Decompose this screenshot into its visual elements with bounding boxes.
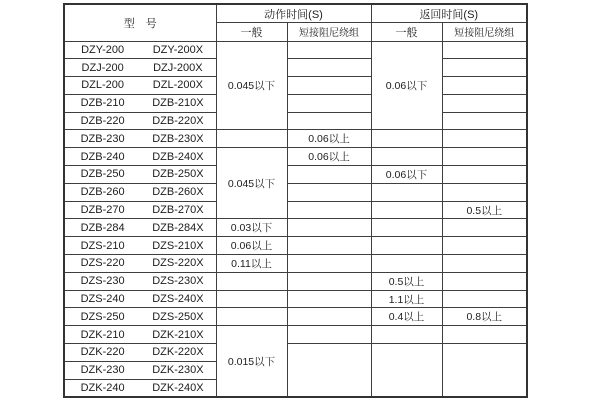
model-cell — [64, 59, 216, 77]
model-name-primary: DZJ-200 — [81, 61, 124, 74]
model-cell — [64, 219, 216, 237]
model-pair — [65, 293, 216, 305]
table-row — [64, 112, 527, 130]
model-name-primary: DZS-220 — [80, 257, 125, 270]
model-name-variant: DZK-220X — [152, 346, 204, 359]
value-cell-return-damping — [442, 166, 527, 184]
value-cell-action-general: 0.045以下 — [216, 148, 287, 219]
model-name-primary: DZB-240 — [80, 150, 125, 163]
table-row — [64, 148, 527, 166]
table-row — [64, 130, 527, 148]
value-cell-return-damping — [442, 326, 527, 344]
value-cell-return-damping: 0.5以上 — [442, 201, 527, 219]
model-name-primary: DZS-250 — [80, 310, 125, 323]
value-cell-return-general: 0.5以上 — [371, 272, 442, 290]
value-cell-action-damping: 0.06以上 — [287, 130, 371, 148]
value-cell-return-damping: 0.8以上 — [442, 308, 527, 326]
model-name-primary: DZY-200 — [81, 43, 125, 56]
model-name-variant: DZK-230X — [152, 364, 204, 377]
value-cell-return-damping — [442, 112, 527, 130]
header-return-time: 返回时间(S) — [371, 4, 527, 23]
model-name-variant: DZB-230X — [152, 132, 204, 145]
model-name-variant: DZY-200X — [152, 43, 204, 56]
value-cell-return-general: 0.06以下 — [371, 166, 442, 184]
value-cell-return-damping — [442, 77, 527, 95]
value-cell-return-general — [371, 255, 442, 273]
table-row — [64, 59, 527, 77]
model-pair — [65, 115, 216, 127]
value-cell-return-damping — [442, 59, 527, 77]
table-row — [64, 272, 527, 290]
value-cell-action-damping — [287, 326, 371, 344]
value-cell-return-damping — [442, 344, 527, 397]
model-cell — [64, 94, 216, 112]
model-name-primary: DZB-230 — [80, 132, 125, 145]
model-cell — [64, 361, 216, 379]
model-pair — [65, 346, 216, 358]
value-cell-action-damping — [287, 219, 371, 237]
model-cell — [64, 237, 216, 255]
value-cell-return-general — [371, 148, 442, 166]
model-name-primary: DZB-220 — [80, 115, 125, 128]
model-name-variant: DZB-240X — [152, 150, 204, 163]
value-cell-return-general: 1.1以上 — [371, 290, 442, 308]
model-pair — [65, 97, 216, 109]
value-cell-action-damping — [287, 59, 371, 77]
model-pair — [65, 240, 216, 252]
model-name-variant: DZB-284X — [152, 221, 204, 234]
header-row-top — [64, 4, 527, 23]
model-name-primary: DZB-284 — [80, 221, 125, 234]
model-name-variant: DZL-200X — [152, 79, 203, 92]
model-name-variant: DZK-210X — [152, 328, 204, 341]
header-return-general: 一般 — [371, 23, 442, 42]
model-cell — [64, 272, 216, 290]
value-cell-return-damping — [442, 272, 527, 290]
value-cell-return-general — [371, 130, 442, 148]
value-cell-action-damping — [287, 308, 371, 326]
value-cell-return-damping — [442, 237, 527, 255]
header-action-general: 一般 — [216, 23, 287, 42]
model-pair — [65, 257, 216, 269]
value-cell-action-damping — [287, 183, 371, 201]
value-cell-action-damping — [287, 201, 371, 219]
value-cell-return-general: 0.4以上 — [371, 308, 442, 326]
model-name-variant: DZB-260X — [152, 186, 204, 199]
value-cell-action-general: 0.06以上 — [216, 237, 287, 255]
table-row — [64, 308, 527, 326]
header-action-time: 动作时间(S) — [216, 4, 371, 23]
table-row — [64, 166, 527, 184]
table-row — [64, 237, 527, 255]
model-cell — [64, 112, 216, 130]
value-cell-return-damping — [442, 183, 527, 201]
model-pair — [65, 275, 216, 287]
header-return-damping: 短接阻尼绕组 — [442, 23, 527, 42]
value-cell-return-general — [371, 344, 442, 397]
value-cell-return-damping — [442, 130, 527, 148]
model-cell — [64, 41, 216, 59]
table-row — [64, 183, 527, 201]
model-name-primary: DZB-250 — [80, 168, 125, 181]
model-cell — [64, 255, 216, 273]
model-name-primary: DZS-230 — [80, 275, 125, 288]
model-cell — [64, 183, 216, 201]
model-name-primary: DZK-210 — [80, 328, 125, 341]
model-cell — [64, 290, 216, 308]
value-cell-return-damping — [442, 290, 527, 308]
value-cell-return-general — [371, 237, 442, 255]
value-cell-return-damping — [442, 255, 527, 273]
value-cell-return-general: 0.06以下 — [371, 41, 442, 130]
model-name-variant: DZB-270X — [152, 204, 204, 217]
model-cell — [64, 77, 216, 95]
value-cell-return-general — [371, 183, 442, 201]
model-name-primary: DZB-270 — [80, 204, 125, 217]
model-pair — [65, 44, 216, 56]
model-pair — [65, 329, 216, 341]
model-name-primary: DZS-240 — [80, 293, 125, 306]
value-cell-return-damping — [442, 41, 527, 59]
value-cell-action-general: 0.03以下 — [216, 219, 287, 237]
table-row — [64, 201, 527, 219]
model-pair — [65, 79, 216, 91]
value-cell-return-general — [371, 219, 442, 237]
model-pair — [65, 364, 216, 376]
model-pair — [65, 62, 216, 74]
value-cell-action-damping: 0.06以上 — [287, 148, 371, 166]
value-cell-action-damping — [287, 112, 371, 130]
model-cell — [64, 201, 216, 219]
model-name-variant: DZS-210X — [152, 239, 204, 252]
header-model: 型 号 — [64, 4, 216, 41]
table-row — [64, 94, 527, 112]
value-cell-action-general: 0.11以上 — [216, 255, 287, 273]
model-name-primary: DZK-240 — [80, 381, 125, 394]
model-pair — [65, 186, 216, 198]
value-cell-action-general — [216, 272, 287, 290]
value-cell-return-damping — [442, 94, 527, 112]
value-cell-action-damping — [287, 166, 371, 184]
model-pair — [65, 151, 216, 163]
value-cell-action-general — [216, 308, 287, 326]
model-name-variant: DZS-240X — [152, 293, 204, 306]
model-cell — [64, 308, 216, 326]
value-cell-return-general — [371, 201, 442, 219]
value-cell-action-damping — [287, 237, 371, 255]
value-cell-action-general: 0.045以下 — [216, 41, 287, 130]
value-cell-return-general — [371, 326, 442, 344]
model-name-variant: DZK-240X — [152, 381, 204, 394]
model-name-primary: DZK-220 — [80, 346, 125, 359]
value-cell-action-damping — [287, 255, 371, 273]
model-cell — [64, 344, 216, 362]
value-cell-return-damping — [442, 219, 527, 237]
model-name-primary: DZS-210 — [80, 239, 125, 252]
model-cell — [64, 379, 216, 397]
value-cell-action-damping — [287, 94, 371, 112]
model-name-primary: DZB-260 — [80, 186, 125, 199]
model-name-variant: DZB-250X — [152, 168, 204, 181]
table-row — [64, 290, 527, 308]
value-cell-action-damping — [287, 290, 371, 308]
value-cell-action-general — [216, 290, 287, 308]
value-cell-action-general: 0.015以下 — [216, 326, 287, 397]
model-name-variant: DZS-250X — [152, 310, 204, 323]
table-row — [64, 326, 527, 344]
header-action-damping: 短接阻尼绕组 — [287, 23, 371, 42]
model-name-primary: DZK-230 — [80, 364, 125, 377]
table-row — [64, 344, 527, 362]
table-row — [64, 219, 527, 237]
value-cell-action-damping — [287, 41, 371, 59]
model-name-variant: DZB-210X — [152, 97, 204, 110]
model-pair — [65, 222, 216, 234]
table-row — [64, 77, 527, 95]
value-cell-action-general — [216, 130, 287, 148]
value-cell-action-damping — [287, 272, 371, 290]
model-cell — [64, 148, 216, 166]
model-name-primary: DZB-210 — [80, 97, 125, 110]
value-cell-action-damping — [287, 344, 371, 397]
model-cell — [64, 326, 216, 344]
model-name-variant: DZJ-200X — [153, 61, 203, 74]
model-pair — [65, 382, 216, 394]
value-cell-return-damping — [442, 148, 527, 166]
model-pair — [65, 204, 216, 216]
value-cell-action-damping — [287, 77, 371, 95]
table-row — [64, 255, 527, 273]
model-name-primary: DZL-200 — [81, 79, 125, 92]
model-name-variant: DZB-220X — [152, 115, 204, 128]
table-row — [64, 41, 527, 59]
model-cell — [64, 166, 216, 184]
model-pair — [65, 311, 216, 323]
model-cell — [64, 130, 216, 148]
model-pair — [65, 133, 216, 145]
model-name-variant: DZS-220X — [152, 257, 204, 270]
spec-table-body — [64, 41, 527, 397]
model-name-variant: DZS-230X — [152, 275, 204, 288]
relay-spec-table — [63, 3, 528, 398]
model-pair — [65, 168, 216, 180]
